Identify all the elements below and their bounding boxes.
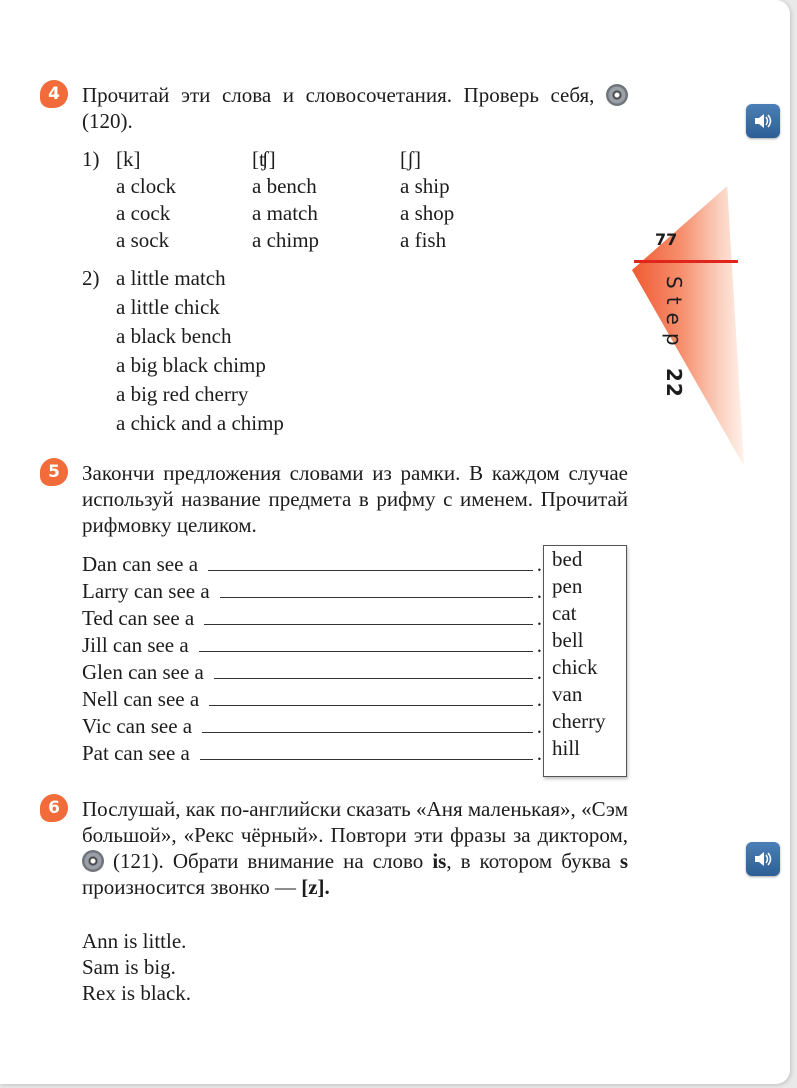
task6-instruction-cont: , в котором буква <box>446 849 611 873</box>
word-item: a shop <box>400 201 455 225</box>
example-sentences <box>82 928 191 1006</box>
sentence-end: . <box>536 606 542 630</box>
answer-blank[interactable] <box>199 633 533 652</box>
audio-button-task4[interactable] <box>746 104 780 138</box>
answer-blank[interactable] <box>214 660 533 679</box>
page-corner-wedge <box>632 186 744 466</box>
sound-column-k <box>116 146 176 254</box>
box-word: bed <box>552 547 583 571</box>
sentence-end: . <box>536 579 542 603</box>
answer-blank[interactable] <box>200 741 533 760</box>
box-word: cherry <box>552 709 606 733</box>
answer-blank[interactable] <box>208 552 533 571</box>
task6-sound: [z]. <box>301 875 330 899</box>
sentence-start: Jill can see a <box>82 633 189 657</box>
example-line: Rex is black. <box>82 981 192 1005</box>
task6-keyword: is <box>432 849 447 873</box>
sentence-row <box>82 605 542 632</box>
example-line: Sam is big. <box>82 955 176 979</box>
box-word: cat <box>552 601 577 625</box>
task6-instruction <box>82 796 628 900</box>
sentence-start: Nell can see a <box>82 687 200 711</box>
answer-blank[interactable] <box>204 606 533 625</box>
word-item: a match <box>252 201 318 225</box>
sentence-end: . <box>536 741 542 765</box>
word-item: a chimp <box>252 228 320 252</box>
sentence-row <box>82 686 542 713</box>
sentence-start: Vic can see a <box>82 714 193 738</box>
word-item: a fish <box>400 228 447 252</box>
sentence-end: . <box>536 714 542 738</box>
step-word: Step <box>662 276 686 354</box>
answer-blank[interactable] <box>220 579 533 598</box>
task4-part1-label: 1) <box>82 147 100 171</box>
phrase-item: a little chick <box>116 295 220 319</box>
task6-letter: s <box>619 849 629 873</box>
box-word: chick <box>552 655 598 679</box>
task-number-badge: 5 <box>40 458 68 486</box>
phrase-item: a big red cherry <box>116 382 249 406</box>
phrase-item: a black bench <box>116 324 232 348</box>
sentence-row <box>82 740 542 767</box>
task-number-badge: 4 <box>40 80 68 108</box>
sentence-start: Dan can see a <box>82 552 199 576</box>
word-item: a bench <box>252 174 317 198</box>
sound-header: [ʃ] <box>400 147 421 171</box>
word-item: a sock <box>116 228 170 252</box>
sentence-start: Ted can see a <box>82 606 195 630</box>
task4-instruction <box>82 82 628 134</box>
sentence-row <box>82 659 542 686</box>
word-item: a ship <box>400 174 450 198</box>
sentence-end: . <box>536 687 542 711</box>
speaker-icon <box>753 850 773 868</box>
step-label <box>662 276 686 398</box>
task6-audio-ref: (121). Обрати внимание на слово <box>113 849 424 873</box>
sentence-row <box>82 713 542 740</box>
answer-blank[interactable] <box>202 714 533 733</box>
sound-header: [k] <box>116 147 141 171</box>
box-word: pen <box>552 574 583 598</box>
task6-instruction-text: Послушай, как по-английски сказать «Аня маленькая», «Сэм большой», «Рекс чёрный». Повтори эти фразы за диктором, <box>82 797 628 847</box>
box-word: bell <box>552 628 584 652</box>
page-number-divider <box>634 260 738 263</box>
speaker-icon <box>753 112 773 130</box>
sentence-start: Glen can see a <box>82 660 204 684</box>
task4-part1-label-col <box>82 146 100 173</box>
sentence-start: Pat can see a <box>82 741 190 765</box>
cd-icon <box>82 850 104 872</box>
task-number-badge: 6 <box>40 794 68 822</box>
word-item: a cock <box>116 201 171 225</box>
sound-header: [ʧ] <box>252 147 276 171</box>
phrase-item: a big black chimp <box>116 353 266 377</box>
word-box <box>543 545 627 777</box>
task4-part2-label: 2) <box>82 266 100 290</box>
word-item: a clock <box>116 174 177 198</box>
sentence-start: Larry can see a <box>82 579 210 603</box>
sentence-end: . <box>536 660 542 684</box>
audio-button-task6[interactable] <box>746 842 780 876</box>
task4-instruction-text: Прочитай эти слова и словосочетания. Проверь себя, <box>82 83 595 107</box>
sentence-row <box>82 578 542 605</box>
phrase-item: a little match <box>116 266 226 290</box>
box-word: hill <box>552 736 581 760</box>
task6-instruction-end: произносится звонко — <box>82 875 296 899</box>
sentence-end: . <box>536 552 542 576</box>
task4-audio-ref: (120). <box>82 109 133 133</box>
page-number: 77 <box>655 230 678 249</box>
sound-column-ch <box>252 146 319 254</box>
cd-icon <box>606 84 628 106</box>
sound-column-sh <box>400 146 454 254</box>
phrase-item: a chick and a chimp <box>116 411 284 435</box>
answer-blank[interactable] <box>209 687 533 706</box>
step-number: 22 <box>662 367 686 398</box>
phrase-list <box>116 264 284 438</box>
task5-instruction: Закончи предложения словами из рамки. В каждом случае используй название предмета в рифму с именем. Прочитай рифмовку целиком. <box>82 461 628 537</box>
example-line: Ann is little. <box>82 929 187 953</box>
sentence-row <box>82 632 542 659</box>
sentence-end: . <box>536 633 542 657</box>
sentence-row <box>82 551 542 578</box>
box-word: van <box>552 682 583 706</box>
